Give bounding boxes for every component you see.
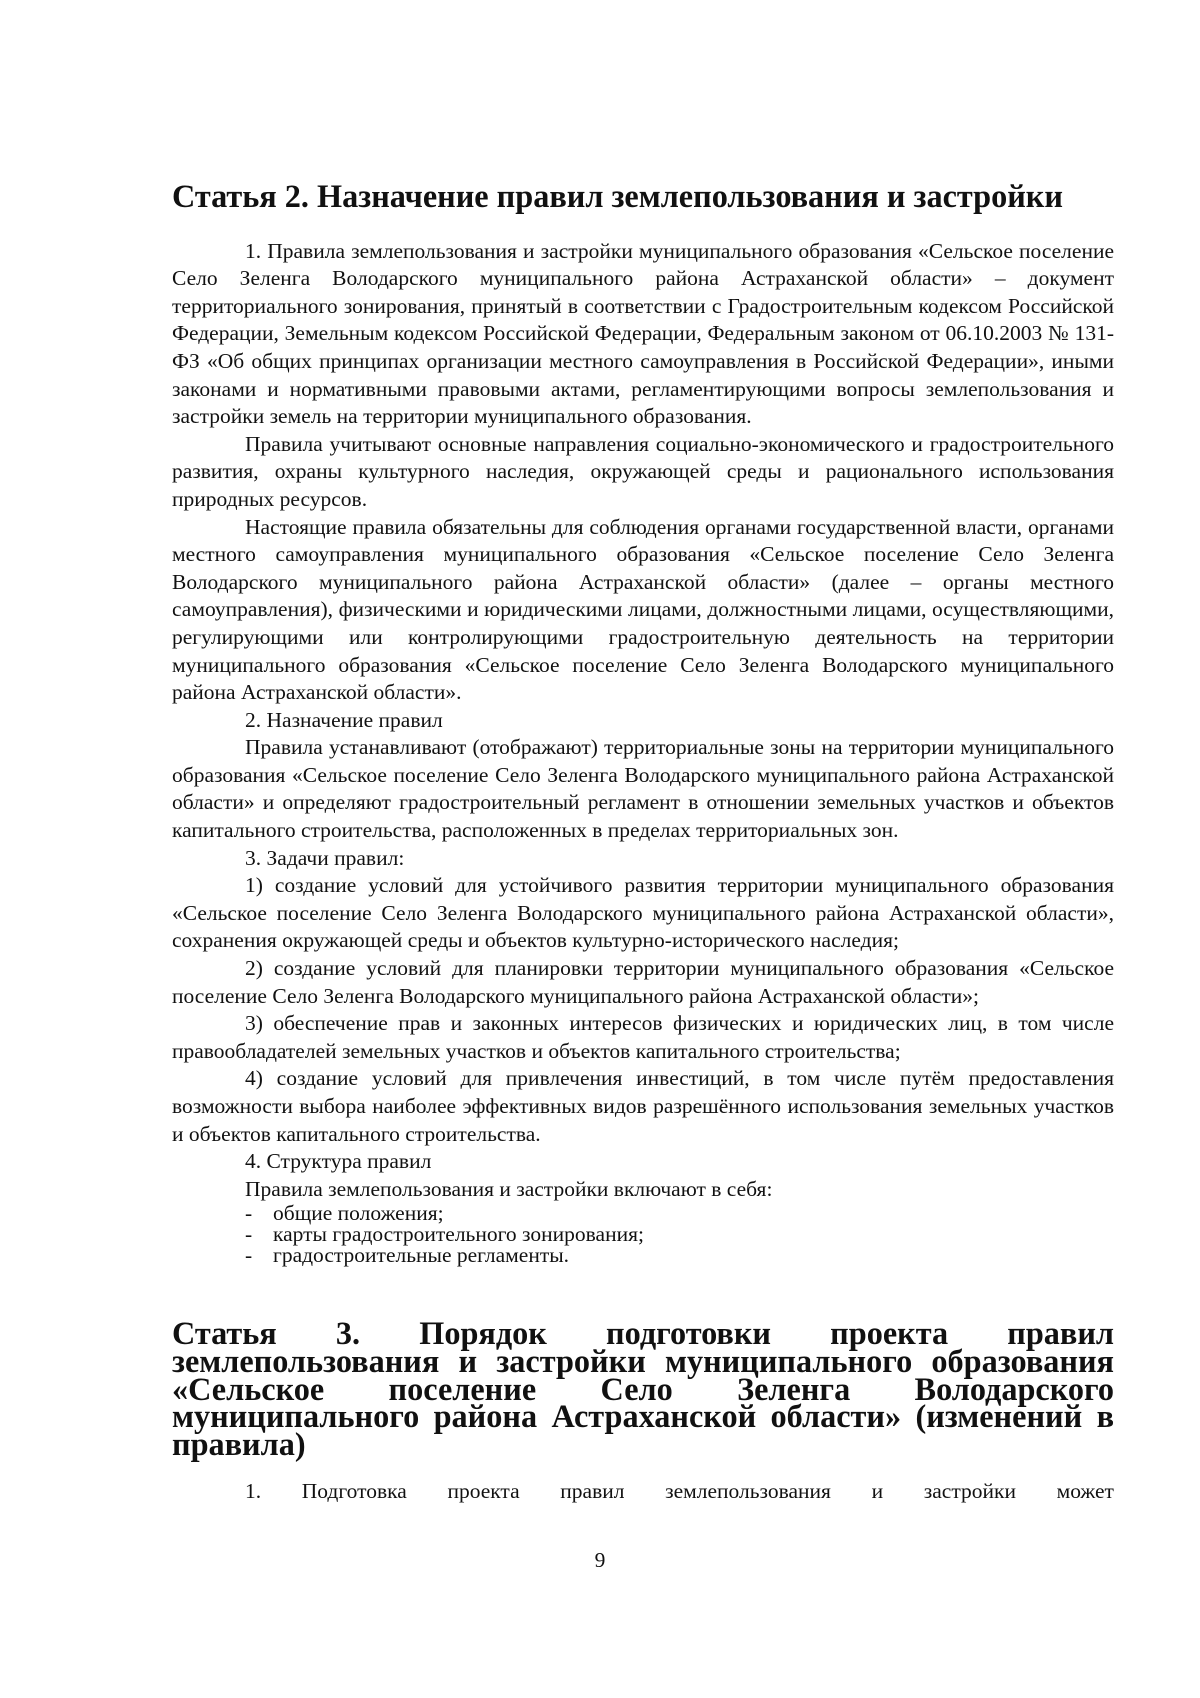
list-item	[172, 1203, 1114, 1224]
article-2-paragraph-2: Правила учитывают основные направления социально-экономического и градостроительного развития, охраны культурного наследия, окружающей среды и рационального использования природных ресурсов.	[172, 431, 1114, 511]
dash-marker: -	[245, 1222, 253, 1247]
task-item-2: 2) создание условий для планировки территории муниципального образования «Сельское поселение Село Зеленга Володарского муниципального района Астраханской области»;	[172, 956, 1114, 1008]
list-item	[172, 1224, 1114, 1245]
section-2-text: Правила устанавливают (отображают) территориальные зоны на территории муниципального образования «Сельское поселение Село Зеленга Володарского муниципального района Астраханской области» и определяют градостроительный регламент в отношении земельных участков и объектов капитального строительства, расположенных в пределах территориальных зон.	[172, 735, 1114, 843]
article-2-paragraph-3: Настоящие правила обязательны для соблюдения органами государственной власти, органами местного самоуправления муниципального образования «Сельское поселение Село Зеленга Володарского муниципального района Астраханской области» (далее – органы местного самоуправления), физическими и юридическими лицами, должностными лицами, осуществляющими, регулирующими или контролирующими градостроительную деятельность на территории муниципального образования «Сельское поселение Село Зеленга Володарского муниципального района Астраханской области».	[172, 514, 1114, 705]
word: проекта	[447, 1479, 520, 1504]
word: и	[871, 1479, 884, 1504]
task-item-4: 4) создание условий для привлечения инвестиций, в том числе путём предоставления возможности выбора наиболее эффективных видов разрешённого использования земельных участков и объектов капитального строительства.	[172, 1066, 1114, 1146]
article-3-paragraph-1	[172, 1478, 1114, 1506]
article-2-paragraph-1: 1. Правила землепользования и застройки муниципального образования «Сельское поселение Село Зеленга Володарского муниципального района Астраханской области» – документ территориального зонирования, принятый в соответствии с Градостроительным кодексом Российской Федерации, Земельным кодексом Российской Федерации, Федеральным законом от 06.10.2003 № 131-ФЗ «Об общих принципах организации местного самоуправления в Российской Федерации», иными законами и нормативными правовыми актами, регламентирующими вопросы землепользования и застройки земель на территории муниципального образования.	[172, 238, 1114, 429]
page-number: 9	[594, 1548, 606, 1572]
page-content	[172, 178, 1114, 1506]
dash-marker: -	[245, 1201, 253, 1226]
section-3-heading: 3. Задачи правил:	[245, 845, 405, 870]
dash-marker: -	[245, 1243, 253, 1268]
task-item-3: 3) обеспечение прав и законных интересов физических и юридических лиц, в том числе правообладателей земельных участков и объектов капитального строительства;	[172, 1011, 1114, 1063]
task-item-1: 1) создание условий для устойчивого развития территории муниципального образования «Сельское поселение Село Зеленга Володарского муниципального района Астраханской области», сохранения окружающей среды и объектов культурно-исторического наследия;	[172, 873, 1114, 953]
structure-list	[172, 1203, 1114, 1266]
list-item	[172, 1245, 1114, 1266]
article-2-title: Статья 2. Назначение правил землепользования и застройки	[172, 178, 1063, 214]
list-item-text: общие положения;	[273, 1201, 444, 1226]
word: 1.	[245, 1479, 262, 1504]
section-4-intro: Правила землепользования и застройки включают в себя:	[245, 1176, 773, 1201]
word: Подготовка	[301, 1479, 407, 1504]
article-3-title: Статья 3. Порядок подготовки проекта правил землепользования и застройки муниципального образования «Сельское поселение Село Зеленга Володарского муниципального района Астраханской области» (изменений в правила)	[172, 1315, 1114, 1462]
word: правил	[560, 1479, 625, 1504]
section-4-heading: 4. Структура правил	[245, 1149, 432, 1174]
word: землепользования	[665, 1479, 831, 1504]
list-item-text: градостроительные регламенты.	[273, 1243, 570, 1268]
word: застройки	[923, 1479, 1016, 1504]
word: может	[1056, 1479, 1114, 1504]
list-item-text: карты градостроительного зонирования;	[273, 1222, 644, 1247]
section-2-heading: 2. Назначение правил	[245, 707, 443, 732]
